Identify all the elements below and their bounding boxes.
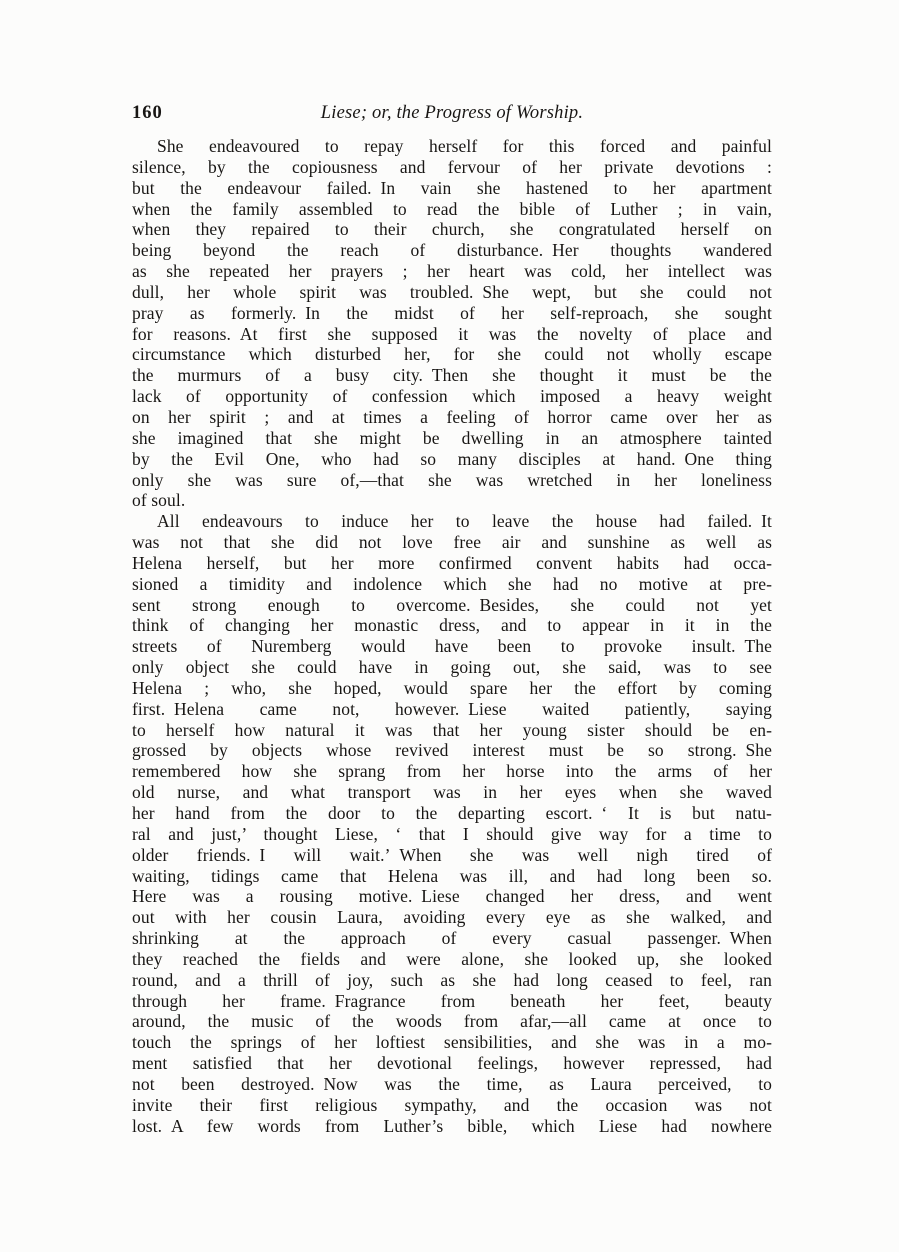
- text-line: lack of opportunity of confession which imposed a heavy weight: [132, 386, 772, 407]
- text-line: silence, by the copiousness and fervour of her private devotions :: [132, 156, 772, 177]
- text-line: for reasons. At first she supposed it was the novelty of place and: [132, 323, 772, 344]
- text-line: think of changing her monastic dress, and to appear in it in the: [132, 615, 772, 636]
- text-line: grossed by objects whose revived interest must be so strong. She: [132, 740, 772, 761]
- text-line: ral and just,’ thought Liese, ‘ that I should give way for a time to: [132, 823, 772, 844]
- text-line: invite their first religious sympathy, and the occasion was not: [132, 1094, 772, 1115]
- text-line: when the family assembled to read the bible of Luther ; in vain,: [132, 198, 772, 219]
- text-line: sent strong enough to overcome. Besides, she could not yet: [132, 594, 772, 615]
- text-line: she imagined that she might be dwelling in an atmosphere tainted: [132, 427, 772, 448]
- text-line: first. Helena came not, however. Liese waited patiently, saying: [132, 698, 772, 719]
- text-line: as she repeated her prayers ; her heart was cold, her intellect was: [132, 261, 772, 282]
- running-head: [132, 103, 772, 125]
- text-line: lost. A few words from Luther’s bible, which Liese had nowhere: [132, 1115, 772, 1136]
- page-body: [132, 136, 772, 1137]
- text-line: Helena ; who, she hoped, would spare her the effort by coming: [132, 677, 772, 698]
- text-line: out with her cousin Laura, avoiding every eye as she walked, and: [132, 907, 772, 928]
- text-line: her hand from the door to the departing escort. ‘ It is but natu-: [132, 803, 772, 823]
- text-line: not been destroyed. Now was the time, as Laura perceived, to: [132, 1073, 772, 1094]
- text-line: ment satisfied that her devotional feelings, however repressed, had: [132, 1053, 772, 1074]
- text-line: shrinking at the approach of every casual passenger. When: [132, 928, 772, 949]
- text-line: around, the music of the woods from afar,—all came at once to: [132, 1011, 772, 1032]
- text-line: circumstance which disturbed her, for she could not wholly escape: [132, 344, 772, 365]
- text-line: streets of Nuremberg would have been to provoke insult. The: [132, 636, 772, 657]
- text-line: waiting, tidings came that Helena was ill, and had long been so.: [132, 865, 772, 886]
- text-line: remembered how she sprang from her horse into the arms of her: [132, 761, 772, 782]
- text-line: of soul.: [132, 490, 186, 511]
- paragraph: [132, 136, 772, 511]
- text-line: All endeavours to induce her to leave the house had failed. It: [157, 511, 772, 532]
- text-line: to herself how natural it was that her young sister should be en-: [132, 719, 772, 740]
- text-line: touch the springs of her loftiest sensibilities, and she was in a mo-: [132, 1032, 772, 1053]
- text-line: by the Evil One, who had so many disciples at hand. One thing: [132, 448, 772, 469]
- text-line: round, and a thrill of joy, such as she had long ceased to feel, ran: [132, 969, 772, 990]
- paragraph: [132, 511, 772, 1136]
- text-line: Helena herself, but her more confirmed convent habits had occa-: [132, 552, 772, 573]
- text-line: but the endeavour failed. In vain she hastened to her apartment: [132, 177, 772, 198]
- text-line: they reached the fields and were alone, she looked up, she looked: [132, 948, 772, 969]
- text-line: only object she could have in going out, she said, was to see: [132, 657, 772, 678]
- text-line: through her frame. Fragrance from beneath her feet, beauty: [132, 990, 772, 1011]
- text-line: the murmurs of a busy city. Then she thought it must be the: [132, 365, 772, 386]
- text-line: sioned a timidity and indolence which she had no motive at pre-: [132, 573, 772, 594]
- text-line: She endeavoured to repay herself for this forced and painful: [157, 136, 772, 156]
- text-line: when they repaired to their church, she congratulated herself on: [132, 219, 772, 240]
- text-line: being beyond the reach of disturbance. Her thoughts wandered: [132, 240, 772, 261]
- text-line: pray as formerly. In the midst of her self-reproach, she sought: [132, 302, 772, 323]
- text-line: old nurse, and what transport was in her eyes when she waved: [132, 782, 772, 803]
- page-number: 160: [132, 103, 163, 123]
- running-title: Liese; or, the Progress of Worship.: [320, 103, 584, 123]
- text-line: Here was a rousing motive. Liese changed her dress, and went: [132, 886, 772, 907]
- text-line: on her spirit ; and at times a feeling of horror came over her as: [132, 406, 772, 427]
- text-line: only she was sure of,—that she was wretched in her loneliness: [132, 469, 772, 490]
- text-line: dull, her whole spirit was troubled. She wept, but she could not: [132, 281, 772, 302]
- text-line: was not that she did not love free air and sunshine as well as: [132, 532, 772, 553]
- text-line: older friends. I will wait.’ When she was well nigh tired of: [132, 844, 772, 865]
